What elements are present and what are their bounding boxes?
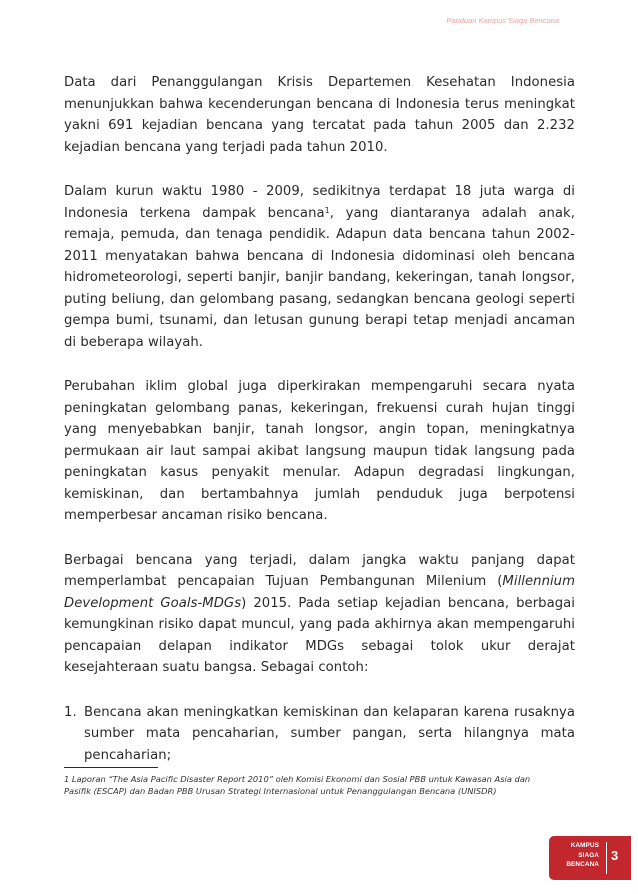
list-item-text: Bencana akan meningkatkan kemiskinan dan kelaparan karena rusaknya sumber mata pencaharian, sumber pangan, serta hilangnya mata pencaharian; xyxy=(84,704,575,763)
paragraph-4 xyxy=(64,550,575,679)
badge-logo-text xyxy=(557,841,599,870)
badge-line-2: SIAGA xyxy=(578,851,599,859)
badge-line-1: KAMPUS xyxy=(570,842,599,849)
paragraph-2-part-b: , yang diantaranya adalah anak, remaja, pemuda, dan tenaga pendidik. Adapun data bencana tahun 2002-2011 menyatakan bahwa bencana di Indonesia didominasi oleh bencana hidrometeorologi, seperti banjir, banjir bandang, kekeringan, tanah longsor, puting beliung, dan gelombang pasang, sedangkan bencana geologi seperti gempa bumi, tsunami, dan letusan gunung berapi tetap menjadi ancaman di beberapa wilayah. xyxy=(64,205,575,350)
paragraph-2 xyxy=(64,181,575,353)
page-badge xyxy=(549,836,631,880)
paragraph-4-part-a: Berbagai bencana yang terjadi, dalam jangka waktu panjang dapat memperlambat pencapaian Tujuan Pembangunan Milenium ( xyxy=(64,552,575,589)
footnote: 1 Laporan “The Asia Pacific Disaster Report 2010” oleh Komisi Ekonomi dan Sosial PBB untuk Kawasan Asia dan Pasifik (ESCAP) dan Badan PBB Urusan Strategi Internasional untuk Penanggulangan Bencana (UNISDR) xyxy=(64,774,531,796)
footnote-divider xyxy=(64,767,158,768)
paragraph-4-part-b: ) 2015. Pada setiap kejadian bencana, berbagai kemungkinan risiko dapat muncul, yang pada akhirnya akan mempengaruhi pencapaian delapan indikator MDGs sebagai tolok ukur derajat kesejahteraan suatu bangsa. Sebagai contoh: xyxy=(64,595,575,675)
paragraph-3: Perubahan iklim global juga diperkirakan mempengaruhi secara nyata peningkatan gelombang panas, kekeringan, frekuensi curah hujan tinggi yang menyebabkan banjir, tanah longsor, angin topan, meningkatnya permukaan air laut sampai akibat langsung maupun tidak langsung pada peningkatan kasus penyakit menular. Adapun degradasi lingkungan, kemiskinan, dan bertambahnya jumlah penduduk juga berpotensi memperbesar ancaman risiko bencana. xyxy=(64,379,575,523)
paragraph-2-part-a: Dalam kurun waktu 1980 - 2009, sedikitnya terdapat 18 juta warga di Indonesia terkena dampak bencana xyxy=(64,184,575,221)
badge-divider xyxy=(606,842,607,874)
body-text xyxy=(64,72,575,766)
mdgs-term: Millennium Development Goals-MDGs xyxy=(64,574,575,611)
running-header: Panduan Kampus Siaga Bencana xyxy=(446,16,559,25)
page-number: 3 xyxy=(611,848,619,863)
footnote-reference: 1 xyxy=(324,205,330,215)
badge-line-3: BENCANA xyxy=(566,861,599,868)
list-item-number: 1. xyxy=(64,704,77,720)
list-item xyxy=(64,702,575,767)
paragraph-1: Data dari Penanggulangan Krisis Departemen Kesehatan Indonesia menunjukkan bahwa kecenderungan bencana di Indonesia terus meningkat yakni 691 kejadian bencana yang tercatat pada tahun 2005 dan 2.232 kejadian bencana yang terjadi pada tahun 2010. xyxy=(64,75,575,155)
